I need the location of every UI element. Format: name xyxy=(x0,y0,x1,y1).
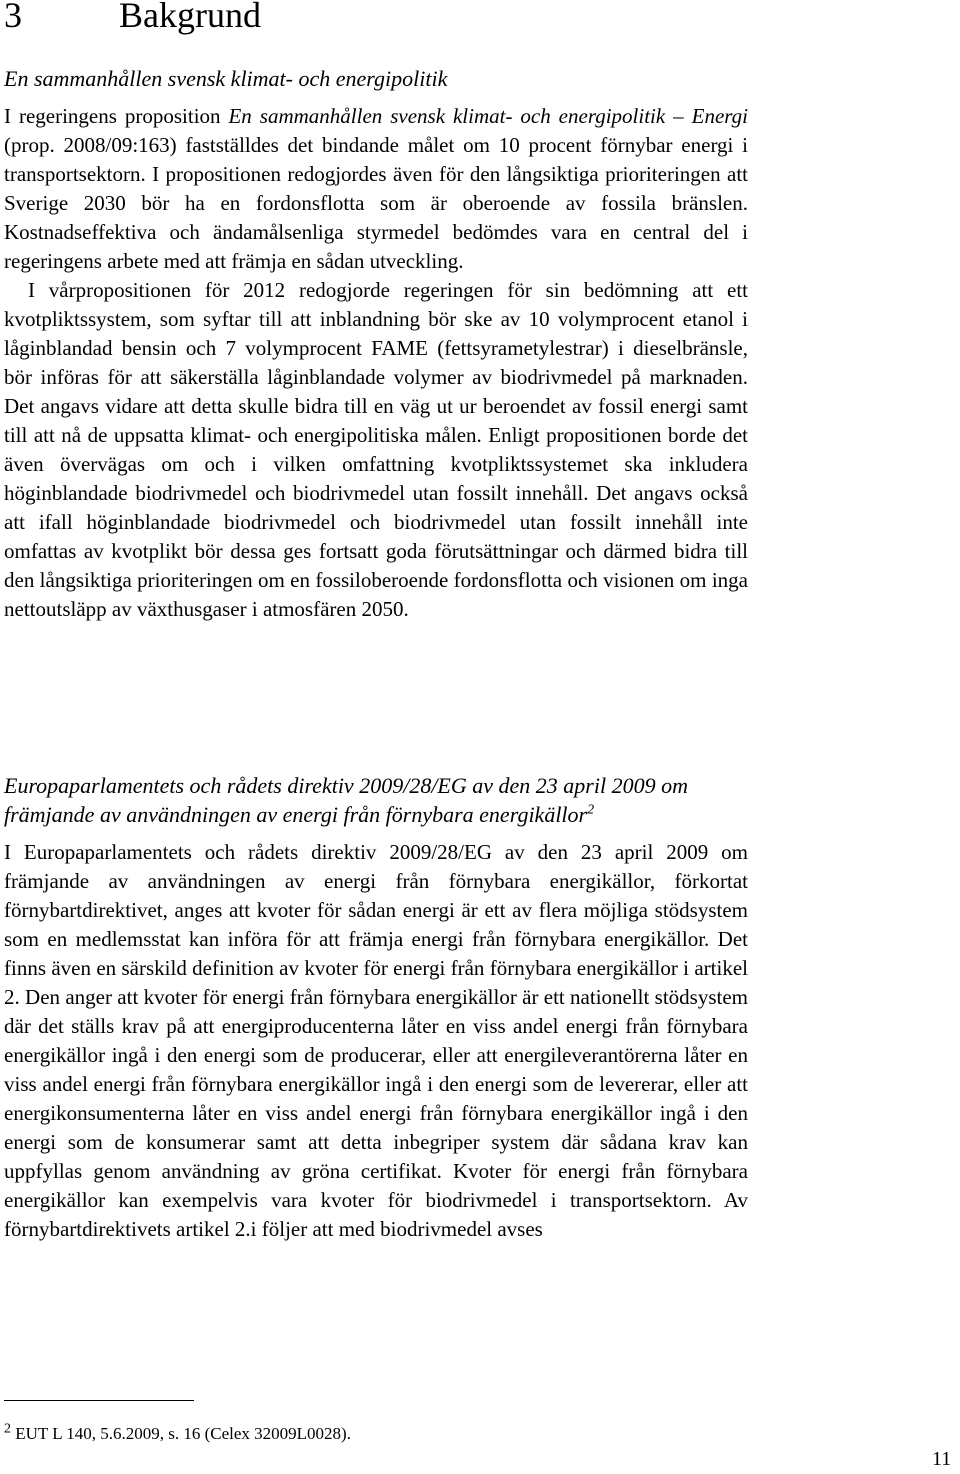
subheading-text: Europaparlamentets och rådets direktiv 2009/28/EG av den 23 april 2009 om främjande av användningen av energi från förnybara energikällor xyxy=(4,773,688,827)
paragraph: I Europaparlamentets och rådets direktiv 2009/28/EG av den 23 april 2009 om främjande av användningen av energi från förnybara energikällor, förkortat förnybartdirektivet, anges att kvoter för sådan energi är ett av flera möjliga stödsystem som en medlemsstat kan införa för att främja energi från förnybara energikällor. Det finns även en särskild definition av kvoter för energi från förnybara energikällor i artikel 2. Den anger att kvoter för energi från förnybara energikällor är ett nationellt stödsystem där det ställs krav på att energiproducenterna låter en viss andel energi från förnybara energikällor ingå i den energi som de producerar, eller att energileverantörerna låter en viss andel energi från förnybara energikällor ingå i den energi som de levererar, eller att energikonsumenterna låter en viss andel energi från förnybara energikällor ingå i den energi som de konsumerar samt att detta inbegriper system där sådana krav kan uppfyllas genom användning av gröna certifikat. Kvoter för energi från förnybara energikällor kan exempelvis vara kvoter för biodrivmedel i transportsektorn. Av förnybartdirektivets artikel 2.i följer att med biodrivmedel avses xyxy=(4,840,748,1241)
paragraph-text: I regeringens proposition xyxy=(4,104,229,128)
paragraph-text: (prop. 2008/09:163) fastställdes det bindande målet om 10 procent förnybar energi i transportsektorn. I propositionen redogjordes även för den långsiktiga prioriteringen att Sverige 2030 bör ha en fordonsflotta som är oberoende av fossila bränslen. Kostnadseffektiva och ändamålsenliga styrmedel bedömdes vara en central del i regeringens arbete med att främja en sådan utveckling. xyxy=(4,133,748,273)
section-subheading: En sammanhållen svensk klimat- och energipolitik xyxy=(4,66,448,91)
footnote-number: 2 xyxy=(4,1421,11,1437)
footnote-text: EUT L 140, 5.6.2009, s. 16 (Celex 32009L0028). xyxy=(15,1424,351,1443)
page-number: 11 xyxy=(932,1448,952,1470)
footnote-divider xyxy=(4,1400,194,1401)
proposition-title: En sammanhållen svensk klimat- och energipolitik – Energi xyxy=(228,104,748,128)
paragraph: I vårpropositionen för 2012 redogjorde regeringen för sin bedömning att ett kvotpliktssystem, som syftar till att inblandning bör ske av 10 volymprocent etanol i låginblandad bensin och 7 volymprocent FAME (fettsyrametylestrar) i dieselbränsle, bör införas för att säkerställa låginblandade volymer av biodrivmedel på marknaden. Det angavs vidare att detta skulle bidra till en väg ut ur beroendet av fossil energi samt till att nå de uppsatta klimat- och energipolitiska målen. Enligt propositionen borde det även övervägas om och i vilken omfattning kvotpliktssystemet ska inkludera höginblandade biodrivmedel och biodrivmedel utan fossilt innehåll. Det angavs också att ifall höginblandade biodrivmedel och biodrivmedel utan fossilt innehåll inte omfattas av kvotplikt bör dessa ges fortsatt goda förutsättningar och därmed bidra till den långsiktiga prioriteringen om en fossiloberoende fordonsflotta och visionen om inga nettoutsläpp av växthusgaser i atmosfären 2050. xyxy=(4,278,748,621)
paragraph xyxy=(4,102,748,276)
footnote xyxy=(4,1421,351,1444)
chapter-heading xyxy=(4,0,261,36)
section-eu-directive xyxy=(4,771,748,1244)
section-climate-energy-policy xyxy=(4,64,748,624)
footnote-reference: 2 xyxy=(587,802,595,818)
section-subheading xyxy=(4,771,748,829)
chapter-number: 3 xyxy=(4,0,22,35)
chapter-title: Bakgrund xyxy=(119,0,261,35)
